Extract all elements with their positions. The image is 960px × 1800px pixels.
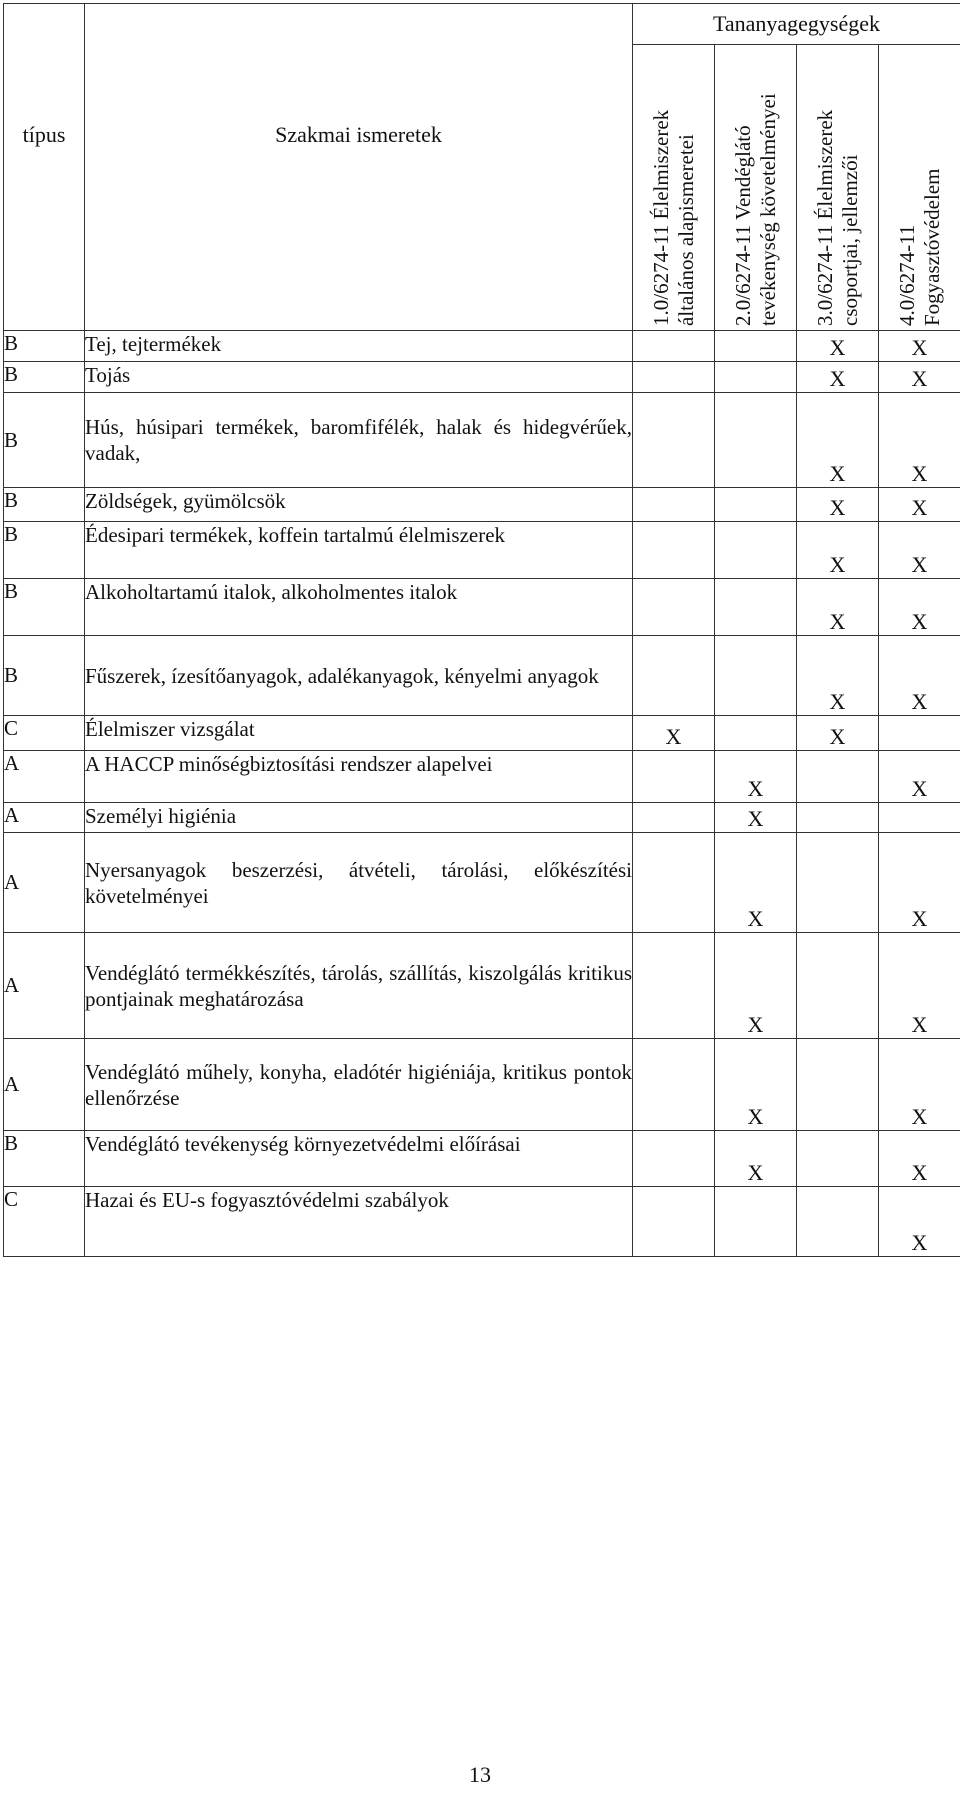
table-row bbox=[4, 522, 960, 579]
row-mark-unit-2: X bbox=[715, 751, 797, 803]
header-group-title: Tananyagegységek bbox=[633, 4, 960, 45]
row-type: A bbox=[4, 751, 85, 803]
row-mark-unit-1 bbox=[633, 522, 715, 579]
row-mark-unit-1 bbox=[633, 803, 715, 833]
row-type: B bbox=[4, 636, 85, 716]
table-row bbox=[4, 393, 960, 488]
row-topic: Édesipari termékek, koffein tartalmú élelmiszerek bbox=[85, 522, 633, 579]
row-mark-unit-2 bbox=[715, 716, 797, 751]
unit-2-line1: 2.0/6274-11 Vendéglátó bbox=[730, 125, 755, 326]
header-row-group bbox=[4, 4, 960, 45]
table-row bbox=[4, 579, 960, 636]
row-type: A bbox=[4, 933, 85, 1039]
row-topic: Vendéglátó tevékenység környezetvédelmi előírásai bbox=[85, 1131, 633, 1187]
row-topic: Alkoholtartamú italok, alkoholmentes italok bbox=[85, 579, 633, 636]
row-mark-unit-4 bbox=[879, 803, 960, 833]
row-mark-unit-1 bbox=[633, 331, 715, 362]
unit-4-line2: Fogyasztóvédelem bbox=[919, 168, 944, 326]
row-mark-unit-2 bbox=[715, 579, 797, 636]
row-topic: Tojás bbox=[85, 362, 633, 393]
curriculum-table bbox=[3, 3, 960, 1257]
row-mark-unit-3 bbox=[797, 803, 879, 833]
row-mark-unit-1: X bbox=[633, 716, 715, 751]
row-type: B bbox=[4, 488, 85, 522]
table-row bbox=[4, 1187, 960, 1257]
row-topic: Vendéglátó termékkészítés, tárolás, szállítás, kiszolgálás kritikus pontjainak meghatározása bbox=[85, 933, 633, 1039]
row-mark-unit-3 bbox=[797, 1187, 879, 1257]
row-mark-unit-2 bbox=[715, 488, 797, 522]
table-row bbox=[4, 716, 960, 751]
row-type: B bbox=[4, 522, 85, 579]
row-topic: Élelmiszer vizsgálat bbox=[85, 716, 633, 751]
unit-4-line1: 4.0/6274-11 bbox=[894, 224, 919, 326]
row-topic: Személyi higiénia bbox=[85, 803, 633, 833]
row-mark-unit-3: X bbox=[797, 393, 879, 488]
row-topic: Vendéglátó műhely, konyha, eladótér higiéniája, kritikus pontok ellenőrzése bbox=[85, 1039, 633, 1131]
table-row bbox=[4, 362, 960, 393]
row-mark-unit-1 bbox=[633, 1187, 715, 1257]
row-mark-unit-1 bbox=[633, 933, 715, 1039]
row-type: A bbox=[4, 1039, 85, 1131]
row-mark-unit-3 bbox=[797, 933, 879, 1039]
row-mark-unit-2 bbox=[715, 636, 797, 716]
header-type bbox=[4, 4, 85, 331]
row-mark-unit-3: X bbox=[797, 579, 879, 636]
row-mark-unit-2: X bbox=[715, 1039, 797, 1131]
row-mark-unit-4: X bbox=[879, 636, 960, 716]
row-type: B bbox=[4, 393, 85, 488]
unit-3-line2: csoportjai, jellemzői bbox=[837, 154, 862, 326]
header-topic bbox=[85, 4, 633, 331]
table-row bbox=[4, 833, 960, 933]
row-mark-unit-1 bbox=[633, 362, 715, 393]
row-mark-unit-4: X bbox=[879, 488, 960, 522]
row-topic: Tej, tejtermékek bbox=[85, 331, 633, 362]
row-mark-unit-2 bbox=[715, 393, 797, 488]
row-mark-unit-3: X bbox=[797, 636, 879, 716]
row-mark-unit-1 bbox=[633, 1131, 715, 1187]
row-type: C bbox=[4, 1187, 85, 1257]
row-mark-unit-3: X bbox=[797, 488, 879, 522]
table-row bbox=[4, 488, 960, 522]
row-mark-unit-4: X bbox=[879, 933, 960, 1039]
row-topic: Nyersanyagok beszerzési, átvételi, tárolási, előkészítési követelményei bbox=[85, 833, 633, 933]
row-topic: Hús, húsipari termékek, baromfifélék, halak és hidegvérűek, vadak, bbox=[85, 393, 633, 488]
row-mark-unit-1 bbox=[633, 579, 715, 636]
header-topic-label: Szakmai ismeretek bbox=[275, 122, 442, 147]
unit-2-line2: tevékenység követelményei bbox=[755, 93, 780, 326]
table-row bbox=[4, 331, 960, 362]
row-mark-unit-4: X bbox=[879, 1131, 960, 1187]
row-type: B bbox=[4, 331, 85, 362]
row-type: C bbox=[4, 716, 85, 751]
page-number: 13 bbox=[469, 1762, 491, 1787]
row-topic: Zöldségek, gyümölcsök bbox=[85, 488, 633, 522]
row-mark-unit-2 bbox=[715, 522, 797, 579]
unit-3-line1: 3.0/6274-11 Élelmiszerek bbox=[812, 109, 837, 326]
row-mark-unit-1 bbox=[633, 1039, 715, 1131]
table-row bbox=[4, 1039, 960, 1131]
table-row bbox=[4, 933, 960, 1039]
row-type: A bbox=[4, 833, 85, 933]
row-mark-unit-1 bbox=[633, 393, 715, 488]
unit-1-line1: 1.0/6274-11 Élelmiszerek bbox=[648, 109, 673, 326]
row-type: A bbox=[4, 803, 85, 833]
row-mark-unit-4: X bbox=[879, 331, 960, 362]
row-mark-unit-3: X bbox=[797, 522, 879, 579]
row-mark-unit-4: X bbox=[879, 1187, 960, 1257]
row-mark-unit-3: X bbox=[797, 716, 879, 751]
header-unit-3 bbox=[797, 45, 879, 331]
row-mark-unit-3: X bbox=[797, 331, 879, 362]
row-mark-unit-3 bbox=[797, 1039, 879, 1131]
table-row bbox=[4, 636, 960, 716]
row-mark-unit-4: X bbox=[879, 393, 960, 488]
row-mark-unit-2: X bbox=[715, 833, 797, 933]
row-mark-unit-3 bbox=[797, 751, 879, 803]
row-mark-unit-3: X bbox=[797, 362, 879, 393]
row-mark-unit-2: X bbox=[715, 1131, 797, 1187]
header-unit-1 bbox=[633, 45, 715, 331]
row-mark-unit-2 bbox=[715, 331, 797, 362]
row-mark-unit-3 bbox=[797, 833, 879, 933]
row-mark-unit-3 bbox=[797, 1131, 879, 1187]
row-mark-unit-1 bbox=[633, 751, 715, 803]
header-unit-2 bbox=[715, 45, 797, 331]
row-mark-unit-4: X bbox=[879, 751, 960, 803]
table-row bbox=[4, 1131, 960, 1187]
row-type: B bbox=[4, 362, 85, 393]
row-mark-unit-1 bbox=[633, 488, 715, 522]
row-mark-unit-2 bbox=[715, 362, 797, 393]
row-type: B bbox=[4, 579, 85, 636]
row-mark-unit-2: X bbox=[715, 803, 797, 833]
header-type-label: típus bbox=[22, 122, 66, 147]
row-mark-unit-4: X bbox=[879, 579, 960, 636]
row-topic: Fűszerek, ízesítőanyagok, adalékanyagok, kényelmi anyagok bbox=[85, 636, 633, 716]
row-topic: Hazai és EU-s fogyasztóvédelmi szabályok bbox=[85, 1187, 633, 1257]
row-mark-unit-4: X bbox=[879, 833, 960, 933]
row-mark-unit-1 bbox=[633, 833, 715, 933]
table-body bbox=[4, 331, 960, 1257]
row-type: B bbox=[4, 1131, 85, 1187]
header-unit-4 bbox=[879, 45, 960, 331]
row-mark-unit-4: X bbox=[879, 522, 960, 579]
row-mark-unit-4: X bbox=[879, 362, 960, 393]
row-mark-unit-4: X bbox=[879, 1039, 960, 1131]
row-mark-unit-2 bbox=[715, 1187, 797, 1257]
table-row bbox=[4, 751, 960, 803]
row-mark-unit-2: X bbox=[715, 933, 797, 1039]
row-mark-unit-1 bbox=[633, 636, 715, 716]
unit-1-line2: általános alapismeretei bbox=[673, 134, 698, 326]
table-row bbox=[4, 803, 960, 833]
row-topic: A HACCP minőségbiztosítási rendszer alapelvei bbox=[85, 751, 633, 803]
row-mark-unit-4 bbox=[879, 716, 960, 751]
